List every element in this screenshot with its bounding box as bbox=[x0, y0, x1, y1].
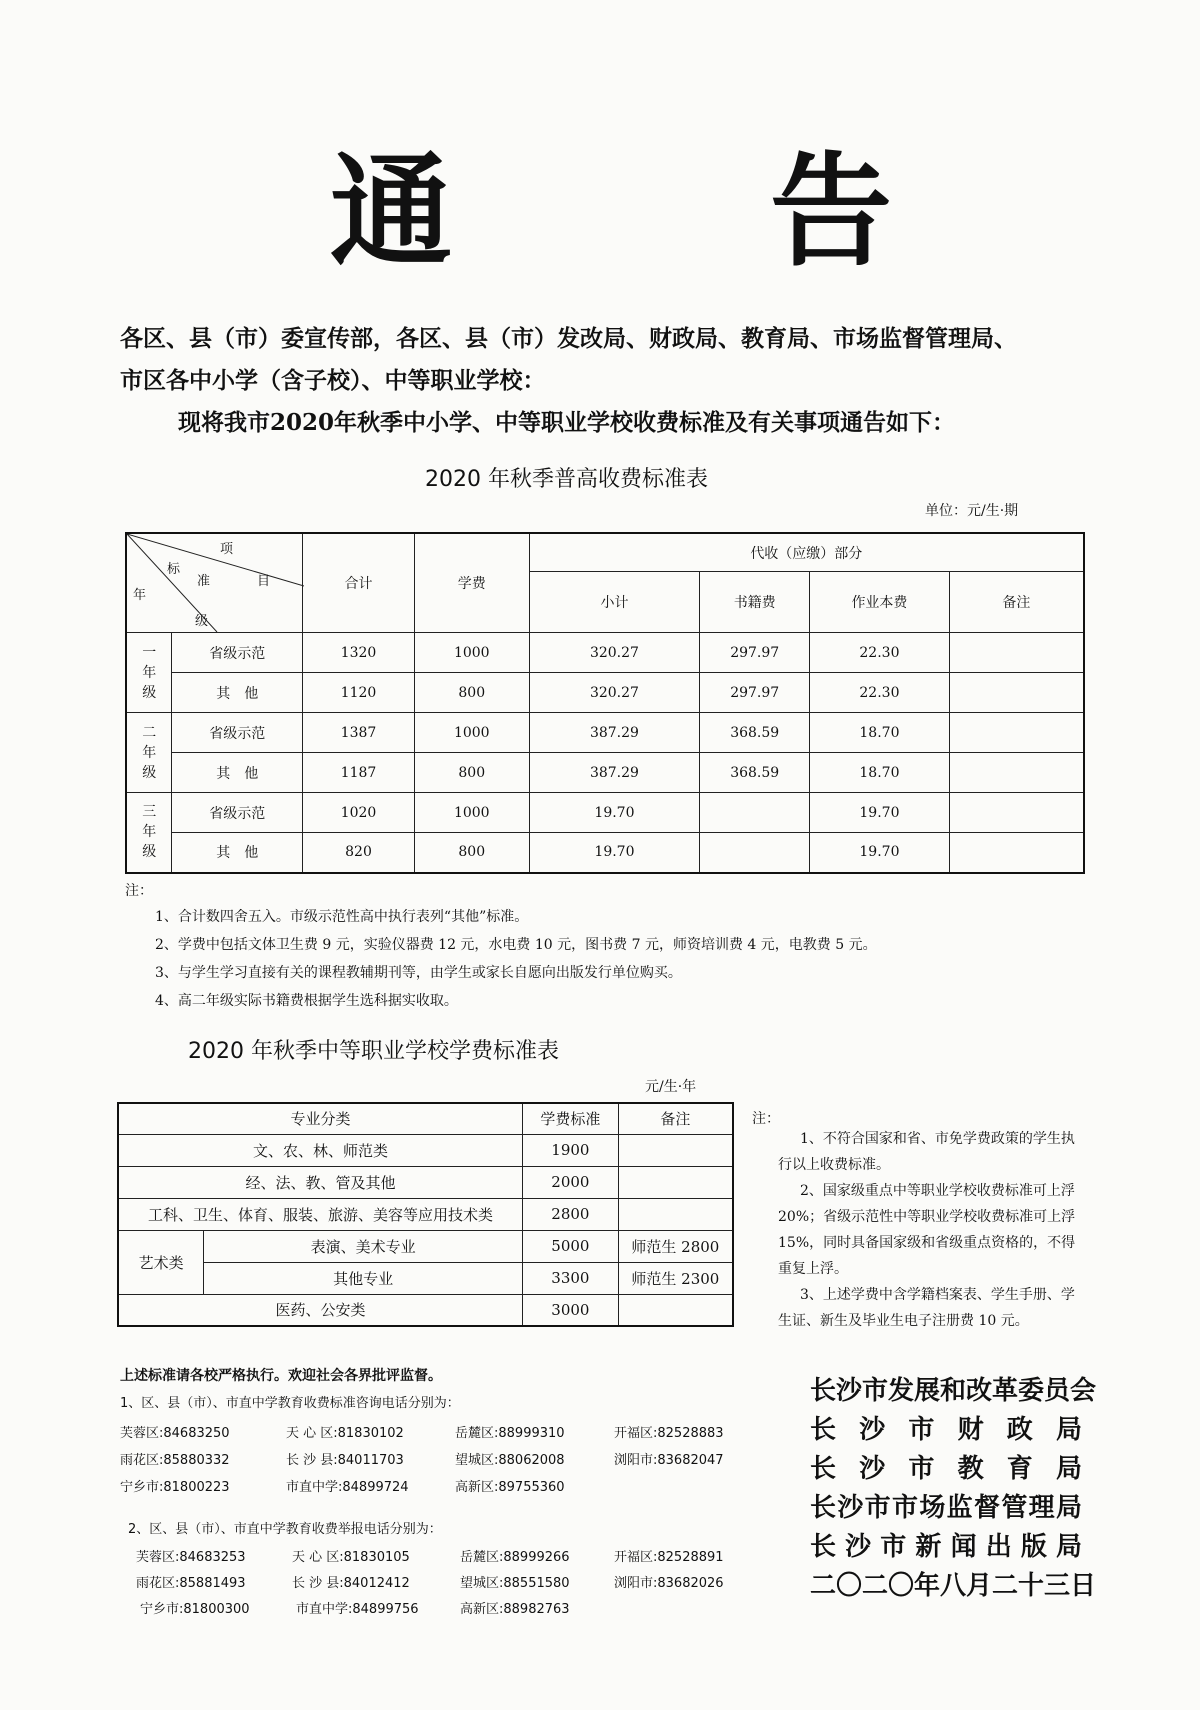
cell-category: 表演、美术专业 bbox=[204, 1230, 523, 1262]
cell-total: 1387 bbox=[303, 713, 415, 753]
report-phone: 岳麓区:88999266 bbox=[460, 1550, 570, 1565]
cell-homework: 19.70 bbox=[810, 793, 950, 833]
cell-tuition: 800 bbox=[414, 833, 529, 873]
row-type: 其 他 bbox=[172, 833, 303, 873]
table2-note-1: 1、不符合国家和省、市免学费政策的学生执行以上收费标准。 bbox=[778, 1131, 1075, 1173]
header-books: 书籍费 bbox=[700, 572, 810, 633]
grade-label bbox=[126, 633, 172, 713]
cell-total: 820 bbox=[303, 833, 415, 873]
cell-homework: 18.70 bbox=[810, 713, 950, 753]
cell-books: 368.59 bbox=[700, 753, 810, 793]
cell-books bbox=[700, 833, 810, 873]
row-type: 其 他 bbox=[172, 753, 303, 793]
corner-diagonal-lines bbox=[127, 534, 304, 632]
cell-homework: 22.30 bbox=[810, 633, 950, 673]
header-category: 专业分类 bbox=[118, 1103, 523, 1134]
signature-market: 长沙市市场监督管理局 bbox=[810, 1493, 1082, 1523]
report-phone: 雨花区:85881493 bbox=[136, 1576, 246, 1591]
cell-tuition: 800 bbox=[414, 673, 529, 713]
cell-subtotal: 320.27 bbox=[529, 633, 700, 673]
corner-label-mu: 目 bbox=[257, 574, 271, 589]
table1-note-2: 2、学费中包括文体卫生费 9 元，实验仪器费 12 元，水电费 10 元，图书费 7 元，师资培训费 4 元，电教费 5 元。 bbox=[155, 937, 877, 953]
consult-phone: 宁乡市:81800223 bbox=[120, 1480, 230, 1495]
cell-books: 297.97 bbox=[700, 673, 810, 713]
consult-phone: 芙蓉区:84683250 bbox=[120, 1426, 230, 1441]
consult-phone: 望城区:88062008 bbox=[455, 1453, 565, 1468]
supervise-text: 上述标准请各校严格执行。欢迎社会各界批评监督。 bbox=[120, 1368, 442, 1384]
cell-total: 1120 bbox=[303, 673, 415, 713]
cell-remark: 师范生 2800 bbox=[618, 1230, 733, 1262]
cell-remark bbox=[618, 1134, 733, 1166]
report-phone: 高新区:88982763 bbox=[460, 1602, 570, 1617]
table-row bbox=[126, 753, 1084, 793]
table1-title: 2020 年秋季普高收费标准表 bbox=[425, 467, 708, 492]
row-type: 其 他 bbox=[172, 673, 303, 713]
consult-title: 1、区、县（市）、市直中学教育收费标准咨询电话分别为： bbox=[120, 1396, 460, 1411]
table2-notes-label: 注： bbox=[752, 1111, 780, 1127]
vocational-fee-table bbox=[117, 1102, 734, 1327]
report-phone: 宁乡市:81800300 bbox=[140, 1602, 250, 1617]
table1-note-4: 4、高二年级实际书籍费根据学生选科据实收取。 bbox=[155, 993, 458, 1009]
consult-phone: 开福区:82528883 bbox=[614, 1426, 724, 1441]
signature-date: 二〇二〇年八月二十三日 bbox=[810, 1571, 1097, 1601]
cell-tuition: 1000 bbox=[414, 713, 529, 753]
table1-note-1: 1、合计数四舍五入。市级示范性高中执行表列“其他”标准。 bbox=[155, 909, 529, 925]
table2-title: 2020 年秋季中等职业学校学费标准表 bbox=[188, 1039, 559, 1064]
cell-homework: 18.70 bbox=[810, 753, 950, 793]
table-row bbox=[126, 713, 1084, 753]
cell-homework: 22.30 bbox=[810, 673, 950, 713]
table-row bbox=[118, 1262, 733, 1294]
cell-category: 经、法、教、管及其他 bbox=[118, 1166, 523, 1198]
cell-subtotal: 387.29 bbox=[529, 753, 700, 793]
report-phone: 市直中学:84899756 bbox=[296, 1602, 419, 1617]
high-school-fee-table bbox=[125, 532, 1085, 874]
table-row bbox=[126, 673, 1084, 713]
cell-total: 1187 bbox=[303, 753, 415, 793]
header-subtotal: 小计 bbox=[529, 572, 700, 633]
table2-note-2: 2、国家级重点中等职业学校收费标准可上浮20%；省级示范性中等职业学校收费标准可上浮 15%，同时具备国家级和省级重点资格的，不得重复上浮。 bbox=[778, 1183, 1076, 1277]
table-row bbox=[118, 1166, 733, 1198]
report-phone: 芙蓉区:84683253 bbox=[136, 1550, 246, 1565]
consult-phone: 高新区:89755360 bbox=[455, 1480, 565, 1495]
header-homework: 作业本费 bbox=[810, 572, 950, 633]
intro-line-2: 市区各中小学（含子校）、中等职业学校： bbox=[120, 367, 546, 394]
report-phone: 浏阳市:83682026 bbox=[614, 1576, 724, 1591]
row-type: 省级示范 bbox=[172, 633, 303, 673]
title-char-1: 通 bbox=[330, 139, 452, 283]
cell-fee: 1900 bbox=[523, 1134, 619, 1166]
row-type: 省级示范 bbox=[172, 793, 303, 833]
cell-remark: 师范生 2300 bbox=[618, 1262, 733, 1294]
grade-2-label: 二年级 bbox=[142, 724, 157, 781]
cell-total: 1020 bbox=[303, 793, 415, 833]
cell-homework: 19.70 bbox=[810, 833, 950, 873]
signature-drc: 长沙市发展和改革委员会 bbox=[810, 1376, 1097, 1406]
grade-label bbox=[126, 793, 172, 873]
table-row bbox=[118, 1134, 733, 1166]
cell-remark bbox=[949, 753, 1084, 793]
table-row bbox=[118, 1198, 733, 1230]
cell-fee: 2000 bbox=[523, 1166, 619, 1198]
cell-remark bbox=[949, 833, 1084, 873]
cell-remark bbox=[618, 1198, 733, 1230]
corner-label-ji: 级 bbox=[195, 614, 209, 629]
intro-line-1: 各区、县（市）委宣传部，各区、县（市）发改局、财政局、教育局、市场监督管理局、 bbox=[120, 325, 1017, 352]
header-total: 合计 bbox=[303, 533, 415, 633]
cell-subtotal: 387.29 bbox=[529, 713, 700, 753]
cell-remark bbox=[949, 793, 1084, 833]
consult-phone: 浏阳市:83682047 bbox=[614, 1453, 724, 1468]
consult-phone: 天 心 区:81830102 bbox=[286, 1426, 404, 1441]
header-collect: 代收（应缴）部分 bbox=[529, 533, 1084, 572]
cell-tuition: 800 bbox=[414, 753, 529, 793]
cell-remark bbox=[618, 1294, 733, 1326]
header-remark: 备注 bbox=[949, 572, 1084, 633]
cell-subtotal: 320.27 bbox=[529, 673, 700, 713]
consult-phone: 雨花区:85880332 bbox=[120, 1453, 230, 1468]
cell-subtotal: 19.70 bbox=[529, 793, 700, 833]
cell-books: 297.97 bbox=[700, 633, 810, 673]
cell-fee: 2800 bbox=[523, 1198, 619, 1230]
title-char-2: 告 bbox=[770, 139, 892, 283]
cell-category: 工科、卫生、体育、服装、旅游、美容等应用技术类 bbox=[118, 1198, 523, 1230]
cell-books: 368.59 bbox=[700, 713, 810, 753]
cell-fee: 5000 bbox=[523, 1230, 619, 1262]
cell-books bbox=[700, 793, 810, 833]
cell-fee: 3300 bbox=[523, 1262, 619, 1294]
cell-fee: 3000 bbox=[523, 1294, 619, 1326]
header-remark: 备注 bbox=[618, 1103, 733, 1134]
report-phone: 开福区:82528891 bbox=[614, 1550, 724, 1565]
cell-tuition: 1000 bbox=[414, 793, 529, 833]
corner-label-nian: 年 bbox=[133, 588, 147, 603]
cell-tuition: 1000 bbox=[414, 633, 529, 673]
corner-label-biao: 标 bbox=[167, 562, 181, 577]
grade-1-label: 一年级 bbox=[142, 644, 157, 701]
table-row bbox=[126, 793, 1084, 833]
report-phone: 望城区:88551580 bbox=[460, 1576, 570, 1591]
table2-unit: 元/生·年 bbox=[645, 1079, 697, 1095]
corner-label-zhun: 准 bbox=[197, 574, 211, 589]
intro-line-3: 现将我市2020年秋季中小学、中等职业学校收费标准及有关事项通告如下： bbox=[178, 409, 956, 436]
cell-remark bbox=[949, 713, 1084, 753]
table-row bbox=[126, 633, 1084, 673]
row-type: 省级示范 bbox=[172, 713, 303, 753]
table-row bbox=[126, 833, 1084, 873]
report-title: 2、区、县（市）、市直中学教育收费举报电话分别为： bbox=[128, 1522, 442, 1537]
cell-category: 其他专业 bbox=[204, 1262, 523, 1294]
table-row bbox=[118, 1230, 733, 1262]
cell-category: 医药、公安类 bbox=[118, 1294, 523, 1326]
grade-label bbox=[126, 713, 172, 793]
cell-remark bbox=[618, 1166, 733, 1198]
table-row bbox=[118, 1294, 733, 1326]
header-tuition: 学费 bbox=[414, 533, 529, 633]
cell-remark bbox=[949, 633, 1084, 673]
report-phone: 长 沙 县:84012412 bbox=[292, 1576, 410, 1591]
consult-phone: 市直中学:84899724 bbox=[286, 1480, 409, 1495]
report-phone: 天 心 区:81830105 bbox=[292, 1550, 410, 1565]
signature-press: 长沙市新闻出版局 bbox=[810, 1532, 1082, 1562]
cell-total: 1320 bbox=[303, 633, 415, 673]
art-category-label: 艺术类 bbox=[118, 1230, 204, 1294]
table1-note-3: 3、与学生学习直接有关的课程教辅期刊等，由学生或家长自愿向出版发行单位购买。 bbox=[155, 965, 682, 981]
cell-remark bbox=[949, 673, 1084, 713]
consult-phone: 岳麓区:88999310 bbox=[455, 1426, 565, 1441]
table1-unit: 单位：元/生·期 bbox=[925, 503, 1019, 519]
consult-phone: 长 沙 县:84011703 bbox=[286, 1453, 404, 1468]
signature-finance: 长沙市财政局 bbox=[810, 1415, 1082, 1445]
corner-header-cell bbox=[126, 533, 303, 633]
cell-subtotal: 19.70 bbox=[529, 833, 700, 873]
table1-notes-label: 注： bbox=[125, 883, 153, 899]
corner-label-xiang: 项 bbox=[220, 542, 234, 557]
header-fee: 学费标准 bbox=[523, 1103, 619, 1134]
grade-3-label: 三年级 bbox=[142, 804, 157, 861]
signature-education: 长沙市教育局 bbox=[810, 1454, 1082, 1484]
cell-category: 文、农、林、师范类 bbox=[118, 1134, 523, 1166]
table2-note-3: 3、上述学费中含学籍档案表、学生手册、学生证、新生及毕业生电子注册费 10 元。 bbox=[778, 1287, 1075, 1329]
